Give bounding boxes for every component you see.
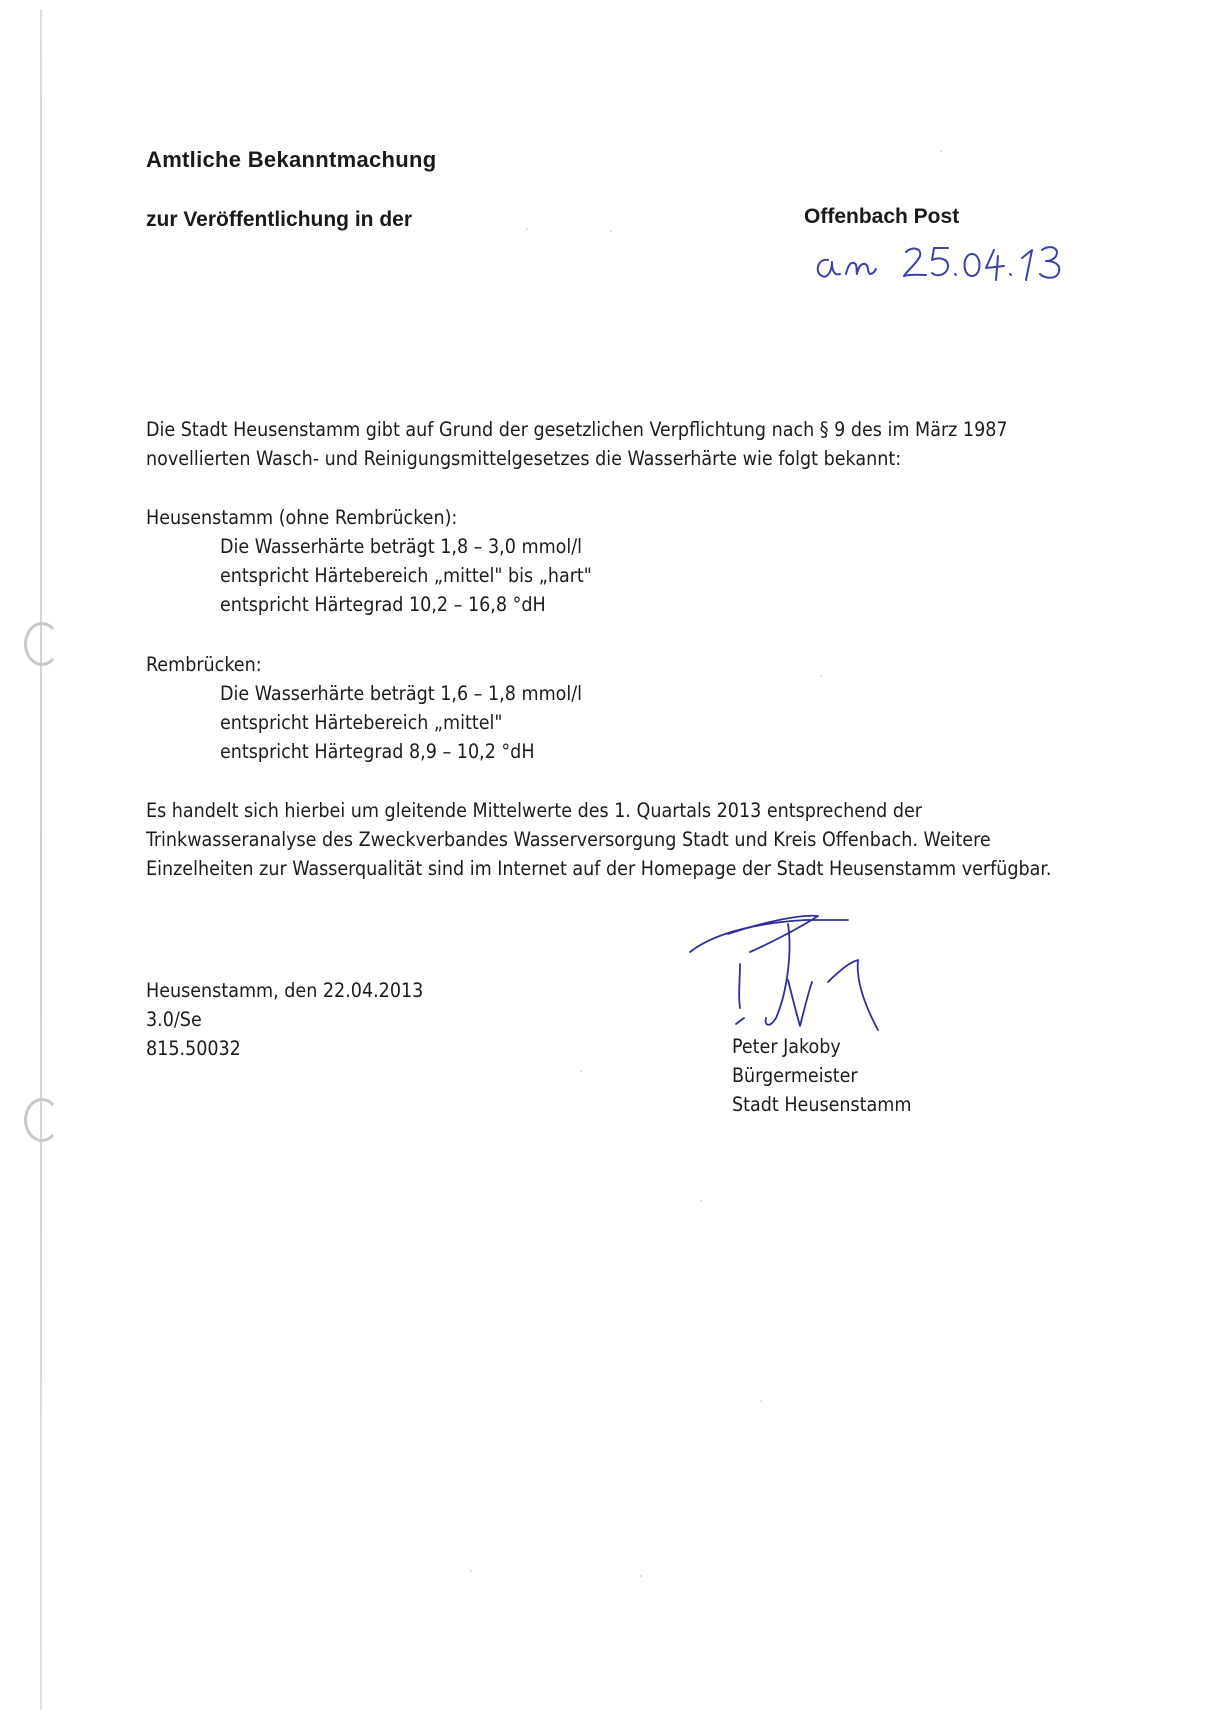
section-heading-rembruecken: Rembrücken:	[146, 653, 262, 676]
section-heading-heusenstamm: Heusenstamm (ohne Rembrücken):	[146, 506, 458, 529]
closing-paragraph	[146, 796, 1051, 883]
section-line: entspricht Härtebereich „mittel" bis „hart"	[220, 564, 592, 587]
handwritten-date	[810, 238, 1080, 288]
hw-dot2	[1010, 274, 1011, 275]
hw-4	[986, 250, 1004, 280]
scan-speck	[580, 1070, 582, 1072]
footer-line: Heusenstamm, den 22.04.2013	[146, 979, 424, 1002]
hw-3	[1040, 247, 1059, 278]
section-line: entspricht Härtegrad 10,2 – 16,8 °dH	[220, 593, 546, 616]
scan-speck	[470, 1570, 472, 1572]
scan-speck	[610, 230, 612, 232]
scan-speck	[700, 1200, 702, 1202]
intro-line: novellierten Wasch- und Reinigungsmittelgesetzes die Wasserhärte wie folgt bekannt:	[146, 447, 902, 470]
footer-line: 815.50032	[146, 1037, 241, 1060]
publication-label: zur Veröffentlichung in der	[146, 208, 413, 231]
scan-speck	[940, 150, 942, 152]
signatory-block	[732, 1032, 911, 1119]
sig-stroke	[739, 964, 740, 1008]
scan-speck	[640, 1575, 642, 1577]
closing-line: Trinkwasseranalyse des Zweckverbandes Wasserversorgung Stadt und Kreis Offenbach. Weitere	[146, 828, 991, 851]
scan-speck	[760, 1400, 762, 1402]
intro-line: Die Stadt Heusenstamm gibt auf Grund der gesetzlichen Verpflichtung nach § 9 des im März 1987	[146, 418, 1008, 441]
footer-reference	[146, 976, 423, 1063]
binding-edge	[40, 10, 42, 1710]
hw-m	[846, 263, 876, 274]
signatory-role: Bürgermeister	[732, 1064, 858, 1087]
signature	[688, 900, 918, 1050]
footer-line: 3.0/Se	[146, 1008, 202, 1031]
closing-line: Einzelheiten zur Wasserqualität sind im Internet auf der Homepage der Stadt Heusenstamm verfügbar.	[146, 857, 1052, 880]
intro-paragraph	[146, 415, 1008, 473]
section-line: Die Wasserhärte beträgt 1,8 – 3,0 mmol/l	[220, 535, 583, 558]
punch-hole-bottom	[24, 1098, 60, 1142]
publication-name: Offenbach Post	[804, 205, 960, 228]
hw-5	[932, 248, 948, 275]
signatory-name: Peter Jakoby	[732, 1035, 841, 1058]
scan-speck	[526, 228, 528, 230]
sig-stroke	[736, 1018, 744, 1024]
hw-1	[1022, 250, 1032, 280]
hw-dot1	[955, 274, 956, 275]
section-line: Die Wasserhärte beträgt 1,6 – 1,8 mmol/l	[220, 682, 583, 705]
sig-stroke	[728, 916, 818, 952]
section-line: entspricht Härtebereich „mittel"	[220, 711, 503, 734]
closing-line: Es handelt sich hierbei um gleitende Mittelwerte des 1. Quartals 2013 entsprechend der	[146, 799, 923, 822]
sig-stroke	[690, 920, 848, 952]
hw-0	[965, 254, 980, 276]
section-line: entspricht Härtegrad 8,9 – 10,2 °dH	[220, 740, 535, 763]
signatory-organization: Stadt Heusenstamm	[732, 1093, 912, 1116]
hw-a	[818, 260, 840, 277]
punch-hole-top	[24, 622, 60, 666]
sig-stroke	[828, 960, 878, 1030]
hw-2	[904, 249, 926, 276]
sig-stroke	[788, 980, 812, 1026]
document-title: Amtliche Bekanntmachung	[146, 147, 437, 172]
scan-speck	[820, 675, 822, 677]
